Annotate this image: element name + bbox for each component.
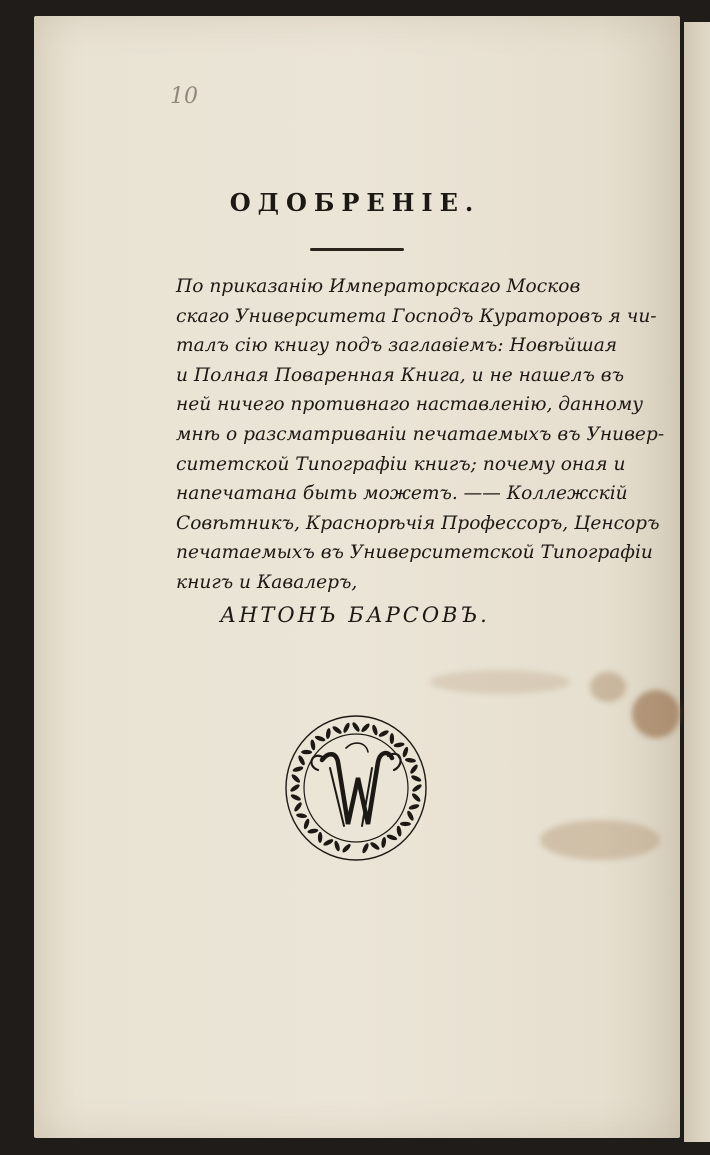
laurel-leaf <box>331 725 342 735</box>
laurel-leaf <box>303 818 311 830</box>
laurel-leaf <box>360 722 371 733</box>
laurel-leaf <box>318 832 323 843</box>
laurel-leaf <box>369 841 380 851</box>
stain <box>540 820 660 860</box>
laurel-leaf <box>351 721 361 733</box>
text-line: и Полная Поваренная Книга, и не нашелъ въ <box>176 364 624 386</box>
laurel-leaf <box>290 773 301 784</box>
text-line: талъ сію книгу подъ заглавіемъ: Новѣйшая <box>176 335 618 357</box>
laurel-leaf <box>297 754 306 766</box>
laurel-leaf <box>293 801 303 812</box>
laurel-leaf <box>307 828 319 834</box>
text-line: печатаемыхъ въ Университетской Типографіи <box>176 542 653 564</box>
laurel-leaf <box>381 837 387 849</box>
laurel-leaf <box>310 739 316 751</box>
laurel-leaf <box>361 842 370 854</box>
laurel-leaf <box>411 783 423 793</box>
text-line: книгъ и Кавалеръ, <box>176 571 358 593</box>
text-line: скаго Университета Господъ Кураторовъ я чи- <box>176 305 657 327</box>
laurel-leaf <box>396 825 402 837</box>
laurel-leaf <box>290 793 302 802</box>
page-heading: ОДОБРЕНІЕ. <box>229 188 481 217</box>
laurel-leaf <box>405 757 417 763</box>
stain <box>430 670 570 694</box>
laurel-leaf <box>314 735 326 743</box>
text-line: ситетской Типографіи книгъ; почему оная и <box>176 453 626 475</box>
laurel-leaf <box>371 724 378 736</box>
censor-signature: АНТОНЪ БАРСОВЪ. <box>220 603 490 627</box>
laurel-leaf <box>325 728 331 740</box>
laurel-leaf <box>301 750 312 755</box>
laurel-leaf <box>322 838 334 847</box>
laurel-leaf <box>410 774 422 783</box>
laurel-leaf <box>408 803 420 810</box>
laurel-leaf <box>292 765 304 772</box>
laurel-leaf <box>402 746 410 758</box>
heading-rule <box>310 248 404 251</box>
approval-text <box>176 272 665 598</box>
text-line: напечатана быть можетъ. —— Коллежскій <box>176 483 628 505</box>
laurel-leaf <box>386 834 398 842</box>
stain <box>590 672 626 702</box>
stain <box>632 690 680 738</box>
laurel-leaf <box>378 729 390 738</box>
text-line: По приказанію Императорскаго Москов <box>176 276 581 297</box>
text-line: ней ничего противнаго наставленію, данному <box>176 394 644 416</box>
laurel-leaf <box>390 733 395 744</box>
text-line: мнѣ о разсматриваніи печатаемыхъ въ Универ- <box>176 423 665 445</box>
text-line: Совѣтникъ, Краснорѣчія Профессоръ, Ценсоръ <box>176 512 660 534</box>
laurel-leaf <box>289 783 301 793</box>
laurel-leaf <box>411 792 422 803</box>
laurel-leaf <box>296 813 308 819</box>
laurel-leaf <box>342 722 351 734</box>
laurel-leaf <box>400 822 411 827</box>
laurel-leaf <box>406 810 415 822</box>
laurel-leaf <box>333 840 340 852</box>
laurel-leaf <box>393 742 405 748</box>
page-number: 10 <box>170 84 198 109</box>
laurel-wreath-monogram-icon <box>278 708 434 868</box>
laurel-leaf <box>341 843 352 854</box>
laurel-leaf <box>409 763 419 774</box>
